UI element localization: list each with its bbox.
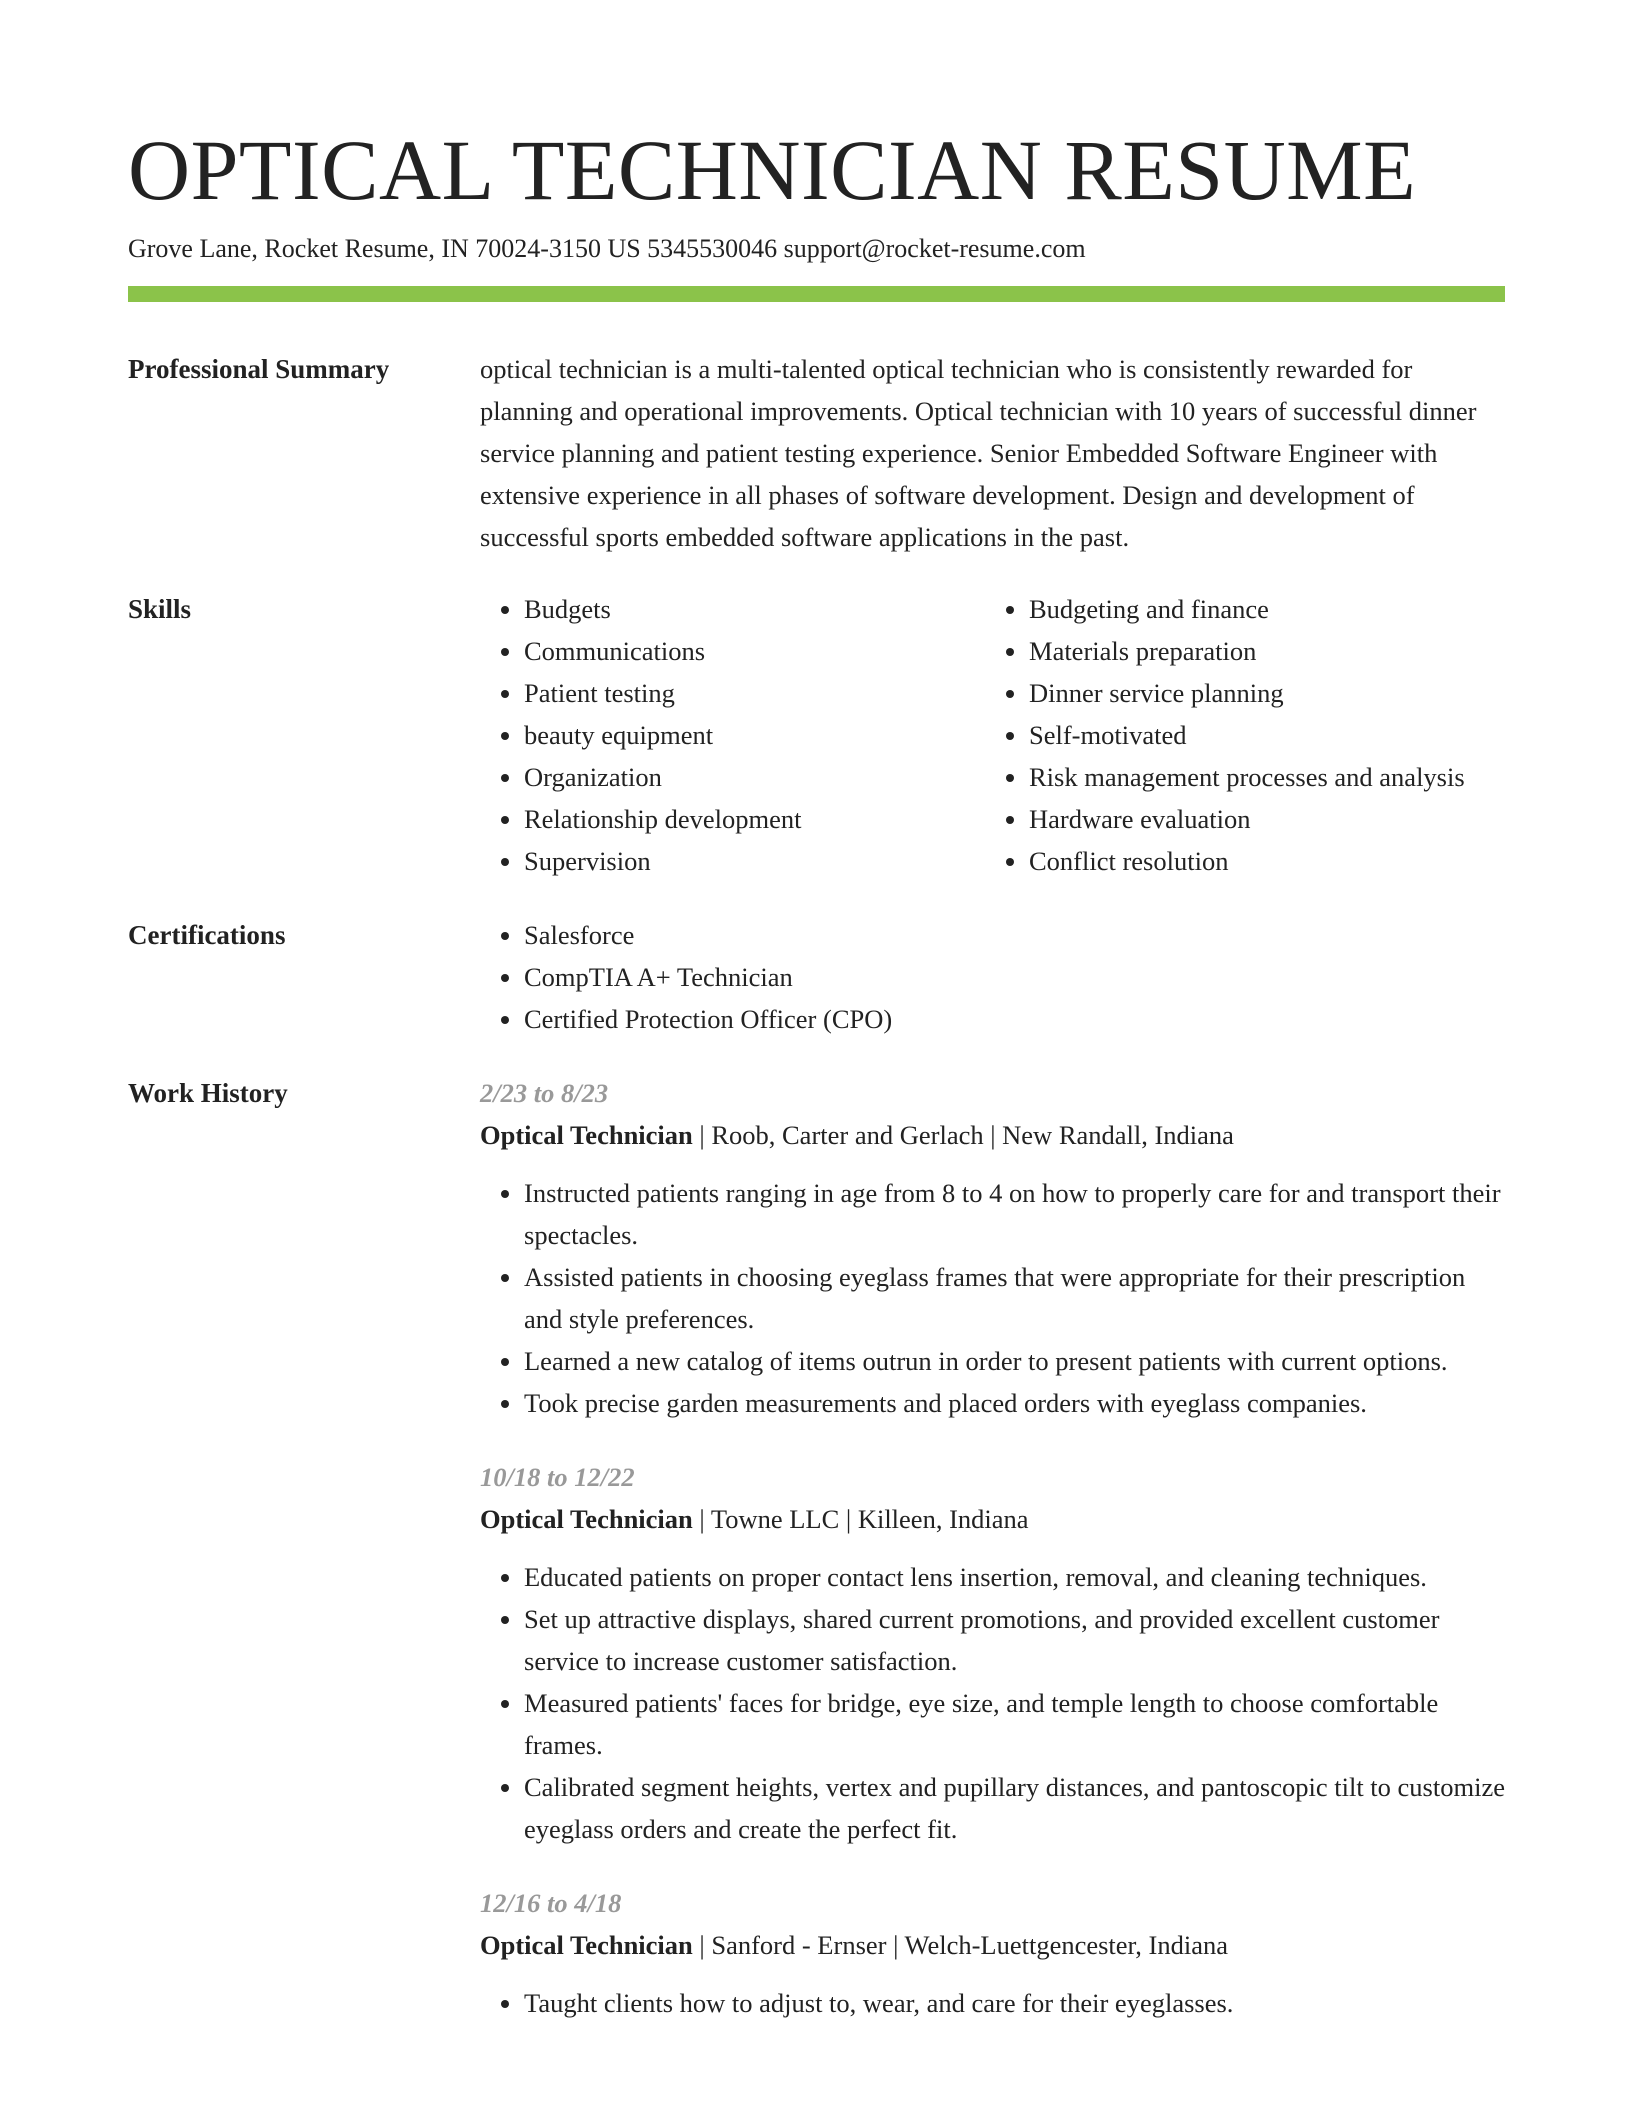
skill-item: • Supervision <box>524 840 984 882</box>
skill-item: • Conflict resolution <box>1029 840 1549 882</box>
job-bullets <box>480 1172 1505 1424</box>
work-history-list <box>480 1072 1505 2056</box>
skill-item: • Dinner service planning <box>1029 672 1549 714</box>
section-label-summary: Professional Summary <box>128 354 390 384</box>
job-bullet: • Measured patients' faces for bridge, eye size, and temple length to choose comfortable frames. <box>524 1682 1505 1766</box>
job-bullet: • Took precise garden measurements and placed orders with eyeglass companies. <box>524 1382 1505 1424</box>
job-entry <box>480 1072 1505 1424</box>
job-dates: 2/23 to 8/23 <box>480 1078 609 1108</box>
job-bullet: • Set up attractive displays, shared current promotions, and provided excellent customer service to increase customer satisfaction. <box>524 1598 1505 1682</box>
skill-item: • Risk management processes and analysis <box>1029 756 1549 798</box>
job-entry <box>480 1882 1505 2024</box>
job-heading <box>480 1924 1505 1966</box>
job-heading <box>480 1498 1505 1540</box>
section-label-work-history: Work History <box>128 1078 288 1108</box>
skill-item: • Budgets <box>524 588 984 630</box>
job-heading <box>480 1114 1505 1156</box>
summary-text: optical technician is a multi-talented optical technician who is consistently rewarded for planning and operational improvements. Optical technician with 10 years of successful dinner service planning and patient testing experience. Senior Embedded Software Engineer with extensive experience in all phases of software development. Design and development of successful sports embedded software applications in the past. <box>480 354 1477 552</box>
job-bullets <box>480 1556 1505 1850</box>
job-bullet: • Assisted patients in choosing eyeglass frames that were appropriate for their prescription and style preferences. <box>524 1256 1505 1340</box>
skill-item: • Communications <box>524 630 984 672</box>
section-label-certifications: Certifications <box>128 920 286 950</box>
job-entry <box>480 1456 1505 1850</box>
job-title: Optical Technician <box>480 1504 693 1534</box>
section-label-skills: Skills <box>128 594 192 624</box>
job-bullet: • Educated patients on proper contact lens insertion, removal, and cleaning techniques. <box>524 1556 1505 1598</box>
skill-item: • Self-motivated <box>1029 714 1549 756</box>
job-bullet: • Instructed patients ranging in age from 8 to 4 on how to properly care for and transport their spectacles. <box>524 1172 1505 1256</box>
skill-item: • Organization <box>524 756 984 798</box>
skill-item: • Hardware evaluation <box>1029 798 1549 840</box>
job-bullet: • Taught clients how to adjust to, wear, and care for their eyeglasses. <box>524 1982 1505 2024</box>
job-dates: 12/16 to 4/18 <box>480 1888 622 1918</box>
skill-item: • Patient testing <box>524 672 984 714</box>
resume-title: OPTICAL TECHNICIAN RESUME <box>128 122 1417 218</box>
job-details: | Sanford - Ernser | Welch-Luettgencester, Indiana <box>692 1930 1229 1960</box>
certification-item: • Certified Protection Officer (CPO) <box>524 998 1549 1040</box>
skill-item: • Relationship development <box>524 798 984 840</box>
job-dates: 10/18 to 12/22 <box>480 1462 635 1492</box>
job-details: | Towne LLC | Killeen, Indiana <box>692 1504 1029 1534</box>
accent-divider <box>128 286 1505 302</box>
certification-item: • Salesforce <box>524 914 1549 956</box>
job-bullet: • Calibrated segment heights, vertex and pupillary distances, and pantoscopic tilt to customize eyeglass orders and create the perfect fit. <box>524 1766 1505 1850</box>
skills-list-right <box>985 588 1549 882</box>
job-title: Optical Technician <box>480 1930 693 1960</box>
skills-section <box>128 588 1505 888</box>
skill-item: • Materials preparation <box>1029 630 1549 672</box>
job-details: | Roob, Carter and Gerlach | New Randall, Indiana <box>692 1120 1234 1150</box>
job-bullet: • Learned a new catalog of items outrun in order to present patients with current options. <box>524 1340 1505 1382</box>
certifications-list <box>480 914 1549 1040</box>
skill-item: • beauty equipment <box>524 714 984 756</box>
job-title: Optical Technician <box>480 1120 693 1150</box>
certification-item: • CompTIA A+ Technician <box>524 956 1549 998</box>
skill-item: • Budgeting and finance <box>1029 588 1549 630</box>
contact-line: Grove Lane, Rocket Resume, IN 70024-3150 US 5345530046 support@rocket-resume.com <box>128 234 1086 263</box>
skills-list-left <box>480 588 984 882</box>
job-bullets <box>480 1982 1505 2024</box>
